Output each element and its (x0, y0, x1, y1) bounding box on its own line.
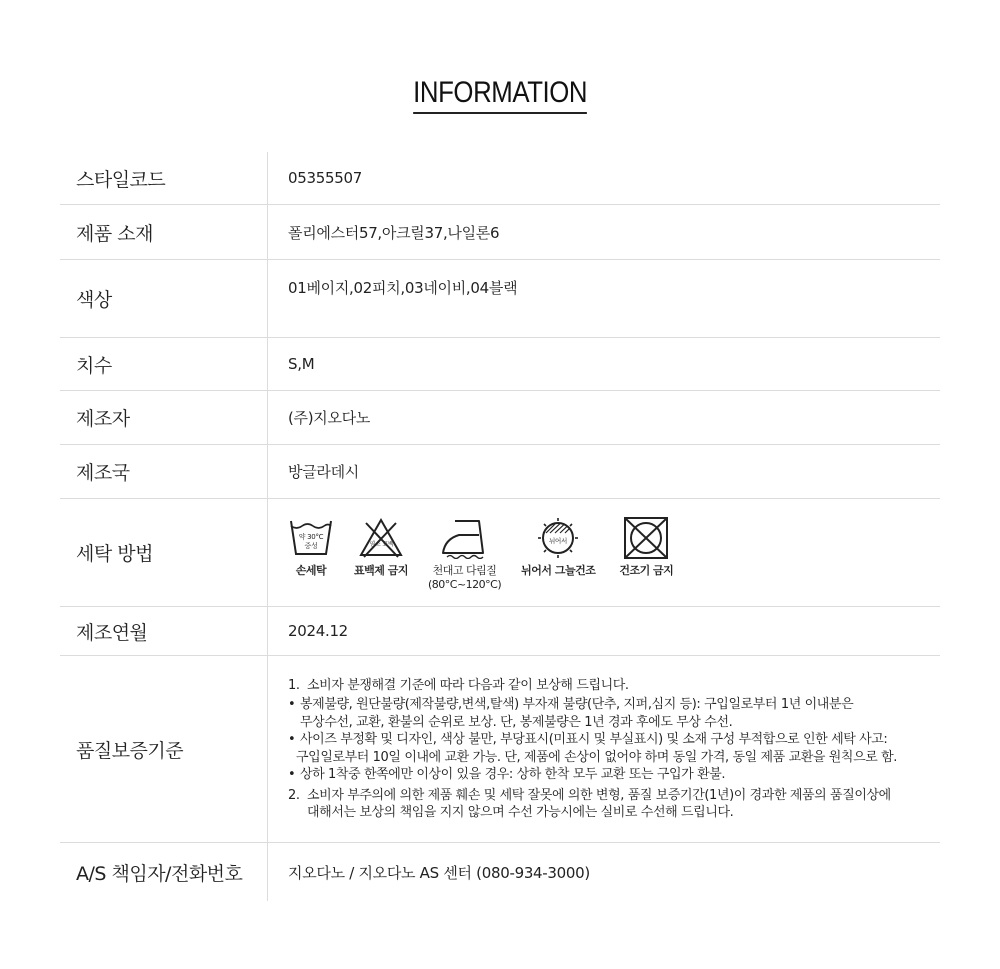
quality-bullets (288, 696, 897, 784)
quality-bullet-2-line-1: 사이즈 부정확 및 디자인, 색상 불만, 부당표시(미표시 및 부실표시) 및 소재 구성 부적합으로 인한 세탁 사고: (300, 732, 888, 747)
row-style-code (60, 152, 940, 205)
quality-item-1-text: 소비자 분쟁해결 기준에 따라 다음과 같이 보상해 드립니다. (307, 677, 629, 693)
label-color: 색상 (60, 260, 268, 337)
quality-item-1-num: 1. (288, 677, 300, 693)
label-style-code: 스타일코드 (60, 152, 268, 204)
row-color (60, 260, 940, 338)
quality-item-2-line-2: 대해서는 보상의 책임을 지지 않으며 수선 가능시에는 실비로 수선해 드립니다. (307, 805, 734, 820)
shade-dry-inner: 뉘어서 (549, 536, 568, 545)
care-no-bleach-caption: 표백제 금지 (354, 563, 408, 577)
quality-item-1 (288, 677, 897, 695)
row-material (60, 205, 940, 260)
quality-item-2-line-1: 소비자 부주의에 의한 제품 훼손 및 세탁 잘못에 의한 변형, 품질 보증기간(1년)이 경과한 제품의 품질이상에 (307, 787, 891, 803)
page-title: INFORMATION (413, 76, 587, 114)
quality-bullet-1-line-2: 무상수선, 교환, 환불의 순위로 보상. 단, 봉제불량은 1년 경과 후에도 무상 수선. (300, 714, 733, 730)
value-as: 지오다노 / 지오다노 AS 센터 (080-934-3000) (288, 863, 590, 882)
label-country: 제조국 (60, 445, 268, 498)
value-country: 방글라데시 (288, 463, 359, 481)
row-date (60, 607, 940, 656)
label-size: 치수 (60, 338, 268, 390)
care-no-bleach (354, 517, 408, 578)
iron-icon (439, 517, 491, 559)
care-hand-wash-caption: 손세탁 (295, 563, 327, 577)
row-country (60, 445, 940, 499)
shade-dry-icon (535, 517, 581, 559)
quality-bullet-1-line-1: 봉제불량, 원단불량(제작불량,변색,탈색) 부자재 불량(단추, 지퍼,심지 등): 구입일로부터 1년 이내분은 (300, 697, 854, 712)
value-wash (268, 499, 940, 606)
label-maker: 제조자 (60, 391, 268, 444)
quality-bullet-3 (288, 766, 897, 784)
value-maker: (주)지오다노 (288, 409, 371, 427)
care-shade-dry (521, 517, 595, 578)
care-iron (428, 517, 501, 591)
bullet-dot-3: • (288, 767, 296, 782)
no-bleach-inner-2: 표백 (382, 540, 394, 548)
care-hand-wash (288, 517, 334, 578)
label-wash: 세탁 방법 (60, 499, 268, 606)
info-table (60, 152, 940, 901)
hand-wash-inner-1: 약 30°C (298, 532, 324, 541)
title-wrap (0, 76, 1000, 114)
row-wash (60, 499, 940, 607)
value-size: S,M (288, 355, 315, 373)
care-no-tumble-caption: 건조기 금지 (619, 563, 674, 577)
hand-wash-inner-2: 중성 (304, 541, 318, 550)
quality-bullet-3-line-1: 상하 1착중 한쪽에만 이상이 있을 경우: 상하 한착 모두 교환 또는 구입가 환불. (300, 767, 726, 782)
label-as: A/S 책임자/전화번호 (60, 843, 268, 901)
row-maker (60, 391, 940, 445)
care-icons (288, 515, 689, 591)
care-iron-sub: (80°C~120°C) (427, 577, 502, 591)
quality-bullet-2 (288, 731, 897, 749)
label-material: 제품 소재 (60, 205, 268, 259)
value-color: 01베이지,02피치,03네이비,04블랙 (288, 279, 518, 297)
label-date: 제조연월 (60, 607, 268, 655)
value-quality (268, 656, 940, 842)
row-size (60, 338, 940, 391)
no-bleach-icon (358, 517, 404, 559)
care-iron-caption: 천대고 다림질 (432, 563, 497, 577)
care-no-tumble (619, 517, 673, 578)
label-quality: 품질보증기준 (60, 656, 268, 842)
value-date: 2024.12 (288, 622, 348, 640)
bullet-dot-2: • (288, 732, 296, 747)
bullet-dot-1: • (288, 697, 296, 712)
quality-item-2 (288, 787, 897, 805)
quality-bullet-1 (288, 696, 897, 714)
row-as (60, 843, 940, 901)
hand-wash-icon (288, 517, 334, 559)
quality-text (288, 677, 897, 822)
care-shade-dry-caption: 뉘어서 그늘건조 (521, 563, 596, 577)
no-tumble-dry-icon (623, 517, 669, 559)
value-style-code: 05355507 (288, 169, 362, 187)
no-bleach-inner-1: 염소 (369, 540, 381, 548)
value-material: 폴리에스터57,아크릴37,나일론6 (288, 223, 500, 242)
row-quality (60, 656, 940, 843)
quality-item-2-num: 2. (288, 787, 300, 803)
quality-bullet-2-line-2: 구입일로부터 10일 이내에 교환 가능. 단, 제품에 손상이 없어야 하며 동일 가격, 동일 제품 교환을 원칙으로 함. (296, 749, 898, 765)
